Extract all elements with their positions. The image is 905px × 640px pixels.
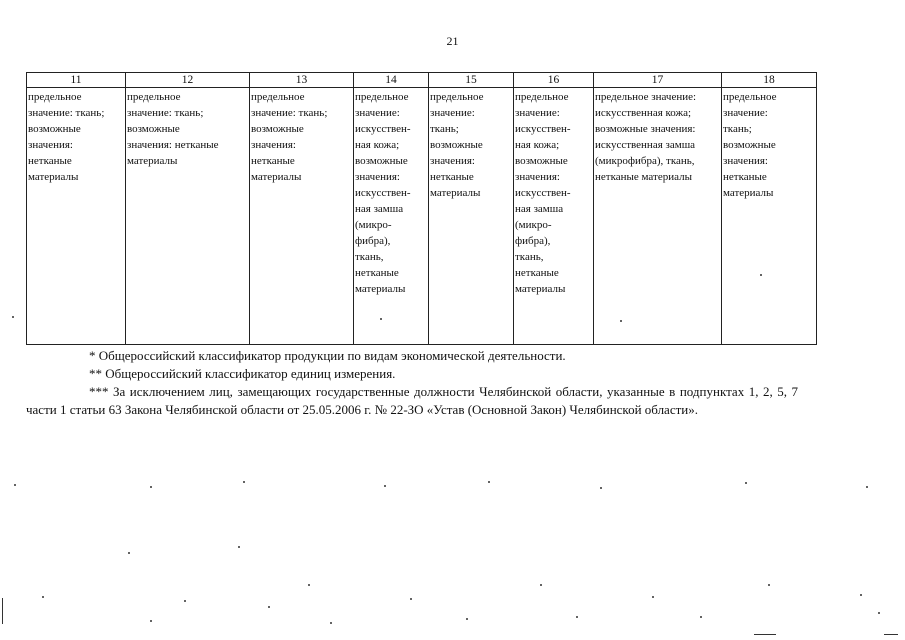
scan-edge-mark bbox=[884, 634, 898, 635]
footnote-okved: * Общероссийский классификатор продукции по видам экономической деятельности. bbox=[89, 348, 566, 363]
table-row bbox=[27, 88, 817, 345]
column-header: 12 bbox=[126, 73, 250, 88]
scan-edge-mark bbox=[2, 598, 3, 624]
scan-speck bbox=[384, 485, 386, 487]
scan-speck bbox=[745, 482, 747, 484]
column-header: 17 bbox=[594, 73, 722, 88]
scan-speck bbox=[243, 481, 245, 483]
footnote-exception: *** За исключением лиц, замещающих государственные должности Челябинской области, указанные в подпунктах 1, 2, 5, 7 части 1 статьи 63 Закона Челябинской области от 25.05.2006 г. № 22-ЗО «Устав (Основной Закон) Челябинской области». bbox=[26, 384, 798, 417]
scan-speck bbox=[466, 618, 468, 620]
column-header: 16 bbox=[514, 73, 594, 88]
scan-speck bbox=[380, 318, 382, 320]
scan-speck bbox=[238, 546, 240, 548]
column-header: 14 bbox=[354, 73, 429, 88]
specification-table bbox=[26, 72, 817, 345]
table-header-row bbox=[27, 73, 817, 88]
scan-speck bbox=[330, 622, 332, 624]
table-cell: предельное значение: искусствен- ная кожа; возможные значения: искусствен- ная замша (микро- фибра), ткань, нетканые материалы bbox=[354, 88, 429, 345]
scan-speck bbox=[866, 486, 868, 488]
scan-speck bbox=[652, 596, 654, 598]
scan-speck bbox=[700, 616, 702, 618]
table-cell: предельное значение: искусствен- ная кожа; возможные значения: искусствен- ная замша (микро- фибра), ткань, нетканые материалы bbox=[514, 88, 594, 345]
page-number: 21 bbox=[446, 34, 459, 48]
scan-speck bbox=[768, 584, 770, 586]
scan-speck bbox=[600, 487, 602, 489]
footnote-okei: ** Общероссийский классификатор единиц измерения. bbox=[89, 366, 396, 381]
scan-speck bbox=[184, 600, 186, 602]
scan-speck bbox=[760, 274, 762, 276]
scan-speck bbox=[268, 606, 270, 608]
scan-speck bbox=[42, 596, 44, 598]
scan-edge-mark bbox=[754, 634, 776, 635]
scan-speck bbox=[14, 484, 16, 486]
scan-speck bbox=[860, 594, 862, 596]
column-header: 15 bbox=[429, 73, 514, 88]
table-cell: предельное значение: ткань; возможные значения: нетканые материалы bbox=[722, 88, 817, 345]
table-cell: предельное значение: ткань; возможные значения: нетканые материалы bbox=[27, 88, 126, 345]
scan-speck bbox=[12, 316, 14, 318]
column-header: 13 bbox=[250, 73, 354, 88]
scan-speck bbox=[128, 552, 130, 554]
scan-speck bbox=[150, 486, 152, 488]
scan-speck bbox=[410, 598, 412, 600]
scan-speck bbox=[308, 584, 310, 586]
scan-speck bbox=[620, 320, 622, 322]
scan-speck bbox=[540, 584, 542, 586]
table-cell: предельное значение: искусственная кожа; возможные значения: искусственная замша (микрофибра), ткань, нетканые материалы bbox=[594, 88, 722, 345]
scan-speck bbox=[878, 612, 880, 614]
scan-speck bbox=[576, 616, 578, 618]
column-header: 11 bbox=[27, 73, 126, 88]
column-header: 18 bbox=[722, 73, 817, 88]
table-cell: предельное значение: ткань; возможные значения: нетканые материалы bbox=[126, 88, 250, 345]
footnotes bbox=[26, 347, 798, 419]
table-cell: предельное значение: ткань; возможные значения: нетканые материалы bbox=[250, 88, 354, 345]
scan-speck bbox=[488, 481, 490, 483]
scan-speck bbox=[150, 620, 152, 622]
table-cell: предельное значение: ткань; возможные значения: нетканые материалы bbox=[429, 88, 514, 345]
